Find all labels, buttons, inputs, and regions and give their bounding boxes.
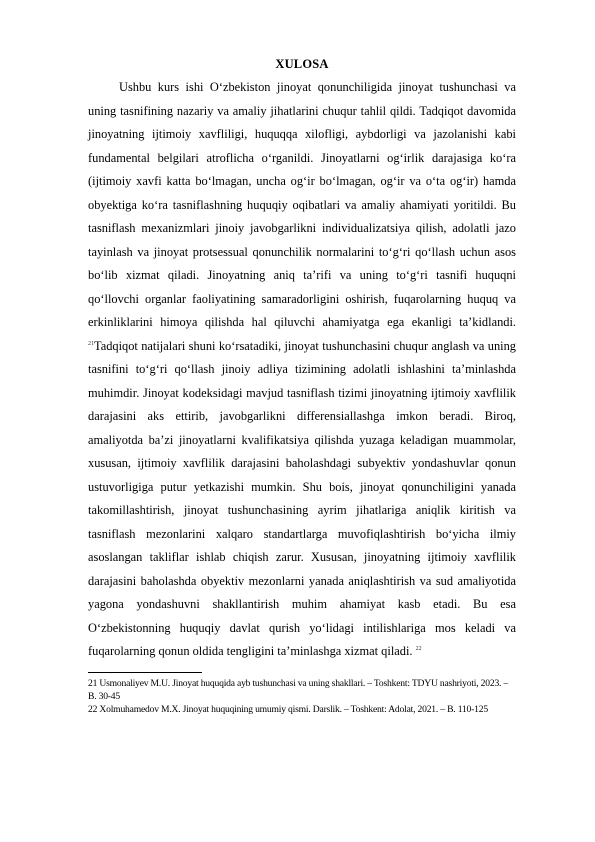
footnote-22: 22 Xolmuhamedov M.X. Jinoyat huquqining umumiy qismi. Darslik. – Toshkent: Adolat, 2021. – B. 110-125 bbox=[88, 704, 488, 716]
paragraph-text-part-1: Ushbu kurs ishi O‘zbekiston jinoyat qonunchiligida jinoyat tushunchasi va uning tasnifining nazariy va amaliy jihatlarini chuqur tahlil qildi. Tadqiqot davomida jinoyatning ijtimoiy xavfliligi, huquqqa xilofligi, aybdorligi va jazolanishi kabi fundamental belgilari atroflicha o‘rganildi. Jinoyatlarni og‘irlik darajasiga ko‘ra (ijtimoiy xavfi katta bo‘lmagan, uncha og‘ir bo‘lmagan, og‘ir va o‘ta og‘ir) hamda obyektiga ko‘ra tasniflashning huquqiy oqibatlari va amaliy ahamiyati yoritildi. Bu tasniflash mexanizmlari jinoiy javobgarlikni individualizatsiya qilish, adolatli jazo tayinlash va jinoyat protsessual qonunchilik normalarini to‘g‘ri qo‘llash uchun asos bo‘lib xizmat qiladi. Jinoyatning aniq ta’rifi va uning to‘g‘ri tasnifi huquqni qo‘llovchi organlar faoliyatining samaradorligini oshirish, fuqarolarning huquq va erkinliklarini himoya qilishda hal qiluvchi ahamiyatga ega ekanligi ta’kidlandi. bbox=[88, 80, 516, 329]
footnotes bbox=[88, 677, 516, 717]
page-title: XULOSA bbox=[275, 57, 329, 71]
footnote-ref-21[interactable]: 21 bbox=[88, 340, 94, 347]
footnote-separator bbox=[88, 672, 202, 673]
footnote-21: 21 Usmonaliyev M.U. Jinoyat huquqida ayb tushunchasi va uning shakllari. – Toshkent: TDYU nashriyoti, 2023. – B. 30-45 bbox=[88, 677, 509, 702]
conclusion-paragraph bbox=[88, 76, 516, 664]
footnote-ref-22[interactable]: 22 bbox=[415, 645, 422, 652]
document-page bbox=[88, 56, 516, 716]
paragraph-text-part-2: Tadqiqot natijalari shuni ko‘rsatadiki, jinoyat tushunchasini chuqur anglash va uning tasnifini to‘g‘ri qo‘llash jinoiy adliya tizimining adolatli ishlashini ta’minlashda muhimdir. Jinoyat kodeksidagi mavjud tasniflash tizimi jinoyatning ijtimoiy xavflilik darajasini aks ettirib, javobgarlikni differensiallashga imkon beradi. Biroq, amaliyotda ba’zi jinoyatlarni kvalifikatsiya qilishda yuzaga keladigan muammolar, xususan, ijtimoiy xavflilik darajasini baholashdagi subyektiv yondashuvlar qonun ustuvorligiga putur yetkazishi mumkin. Shu bois, jinoyat qonunchiligini yanada takomillashtirish, jinoyat tushunchasining ayrim jihatlariga aniqlik kiritish va tasniflash mezonlarini xalqaro standartlarga muvofiqlashtirish bo‘yicha ilmiy asoslangan takliflar ishlab chiqish zarur. Xususan, jinoyatning ijtimoiy xavflilik darajasini baholashda obyektiv mezonlarni yanada aniqlashtirish va sud amaliyotida yagona yondashuvni shakllantirish muhim ahamiyat kasb etadi. Bu esa O‘zbekistonning huquqiy davlat qurish yo‘lidagi intilishlariga mos keladi va fuqarolarning qonun oldida tengligini ta’minlashga xizmat qiladi. bbox=[88, 338, 516, 658]
